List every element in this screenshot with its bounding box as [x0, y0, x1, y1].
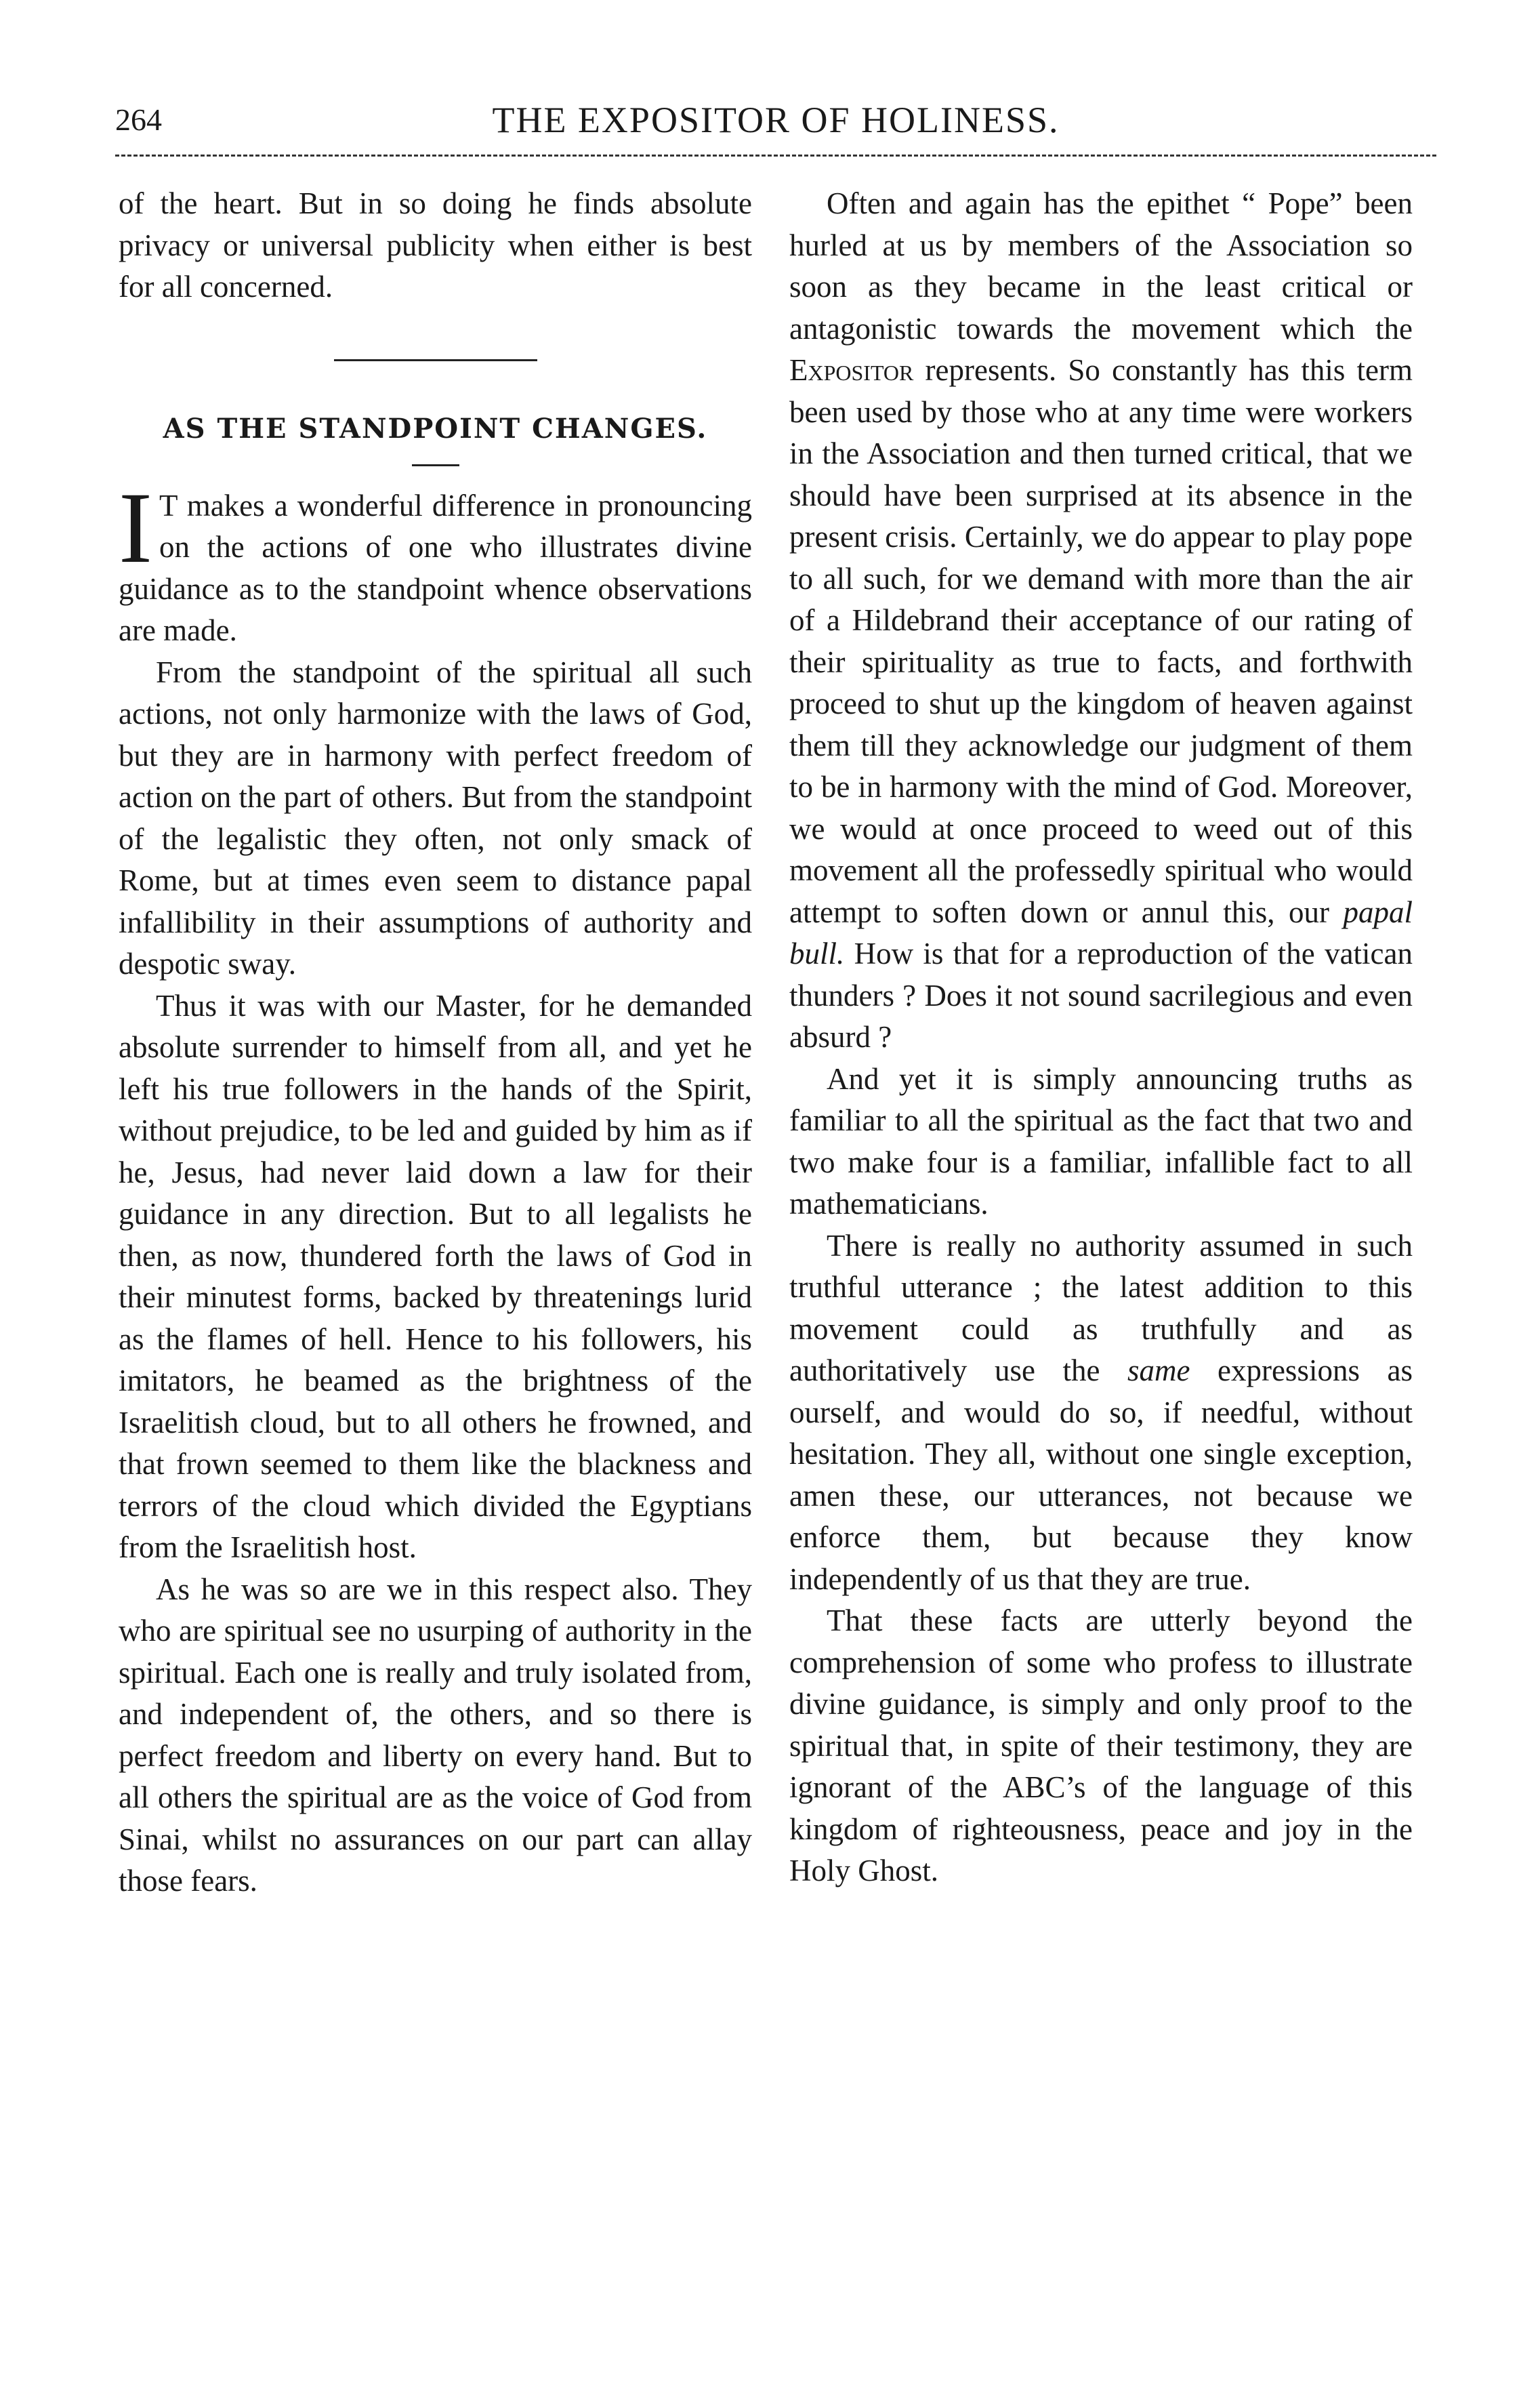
- page-header: [115, 95, 1436, 149]
- right-column: [789, 183, 1413, 1892]
- right-paragraph-2: And yet it is simply announcing truths as familiar to all the spiritual as the fact that two and two make four is a familiar, infallible fact to all mathematicians.: [789, 1061, 1413, 1221]
- paragraph-4: As he was so are we in this respect also. They who are spiritual see no usurping of authority in the spiritual. Each one is really and truly isolated from, and independent of, the others, and so there is perfect freedom and liberty on every hand. But to all others the spiritual are as the voice of God from Sinai, whilst no assurances on our part can allay those fears.: [119, 1572, 752, 1898]
- right-paragraph-1-part-c: How is that for a reproduction of the vatican thunders ? Does it not sound sacrilegious and even absurd ?: [789, 937, 1413, 1054]
- page-number: 264: [115, 102, 162, 137]
- paragraph-1: [119, 471, 752, 652]
- right-paragraph-3-part-a: There is really no authority assumed in such truthful utterance ; the latest addition to this movement could as truthfully and as authoritatively use the: [789, 1228, 1413, 1387]
- paragraph-2: From the standpoint of the spiritual all such actions, not only harmonize with the laws of God, but they are in harmony with perfect freedom of action on the part of others. But from the standpoint of the legalistic they often, not only smack of Rome, but at times even seem to distance papal infallibility in their assumptions of authority and despotic sway.: [119, 655, 752, 981]
- right-paragraph-3-part-b: expressions as ourself, and would do so, if needful, without hesitation. They all, without one single exception, amen these, our utterances, not because we enforce them, but because they know independently of us that they are true.: [789, 1353, 1413, 1596]
- running-title: THE EXPOSITOR OF HOLINESS.: [492, 100, 1060, 140]
- right-paragraph-3: [789, 1225, 1413, 1601]
- right-paragraph-1-part-a: Often and again has the epithet “ Pope” been hurled at us by members of the Association so soon as they became in the least critical or antagonistic towards the movement which the: [789, 186, 1413, 346]
- header-rule: [115, 155, 1436, 157]
- paragraph-1-text: T makes a wonderful difference in pronouncing on the actions of one who illustrates divine guidance as to the standpoint whence observations are made.: [119, 488, 752, 647]
- right-paragraph-4: That these facts are utterly beyond the comprehension of some who profess to illustrate divine guidance, is simply and only proof to the spiritual that, in spite of their testimony, they are ignorant of the ABC’s of the language of this kingdom of righteousness, peace and joy in the Holy Ghost.: [789, 1604, 1413, 1887]
- article-title: AS THE STANDPOINT CHANGES.: [163, 412, 708, 445]
- same-italic: same: [1127, 1353, 1190, 1387]
- papal-bull-italic: papal bull.: [789, 895, 1413, 971]
- right-paragraph-1-part-b: represents. So constantly has this term been used by those who at any time were workers in the Association and then turned critical, that we should have been surprised at its absence in the present crisis. Certainly, we do appear to play pope to all such, for we demand with more than the air of a Hildebrand their acceptance of our rating of their spirituality as true to facts, and forthwith proceed to shut up the kingdom of heaven against them till they acknowledge our judgment of them to be in harmony with the mind of God. Moreover, we would at once proceed to weed out of this movement all the professedly spiritual who would attempt to soften down or annul this, our: [789, 353, 1413, 929]
- right-paragraph-1: [789, 183, 1413, 1059]
- left-column: [119, 183, 752, 1902]
- expositor-smallcaps: Expositor: [789, 353, 914, 387]
- drop-cap: I: [119, 471, 152, 584]
- title-dash: [412, 464, 459, 466]
- paragraph-3: Thus it was with our Master, for he demanded absolute surrender to himself from all, and yet he left his true followers in the hands of the Spirit, without prejudice, to be led and guided by him as if he, Jesus, had never laid down a law for their guidance in any direction. But to all legalists he then, as now, thundered forth the laws of God in their minutest forms, backed by threatenings lurid as the flames of hell. Hence to his followers, his imitators, he beamed as the brightness of the Israelitish cloud, but to all others he frowned, and that frown seemed to them like the blackness and terrors of the cloud which divided the Egyptians from the Israelitish host.: [119, 988, 752, 1564]
- continuation-paragraph: of the heart. But in so doing he finds absolute privacy or universal publicity when either is best for all concerned.: [119, 186, 752, 304]
- section-divider: [334, 359, 537, 361]
